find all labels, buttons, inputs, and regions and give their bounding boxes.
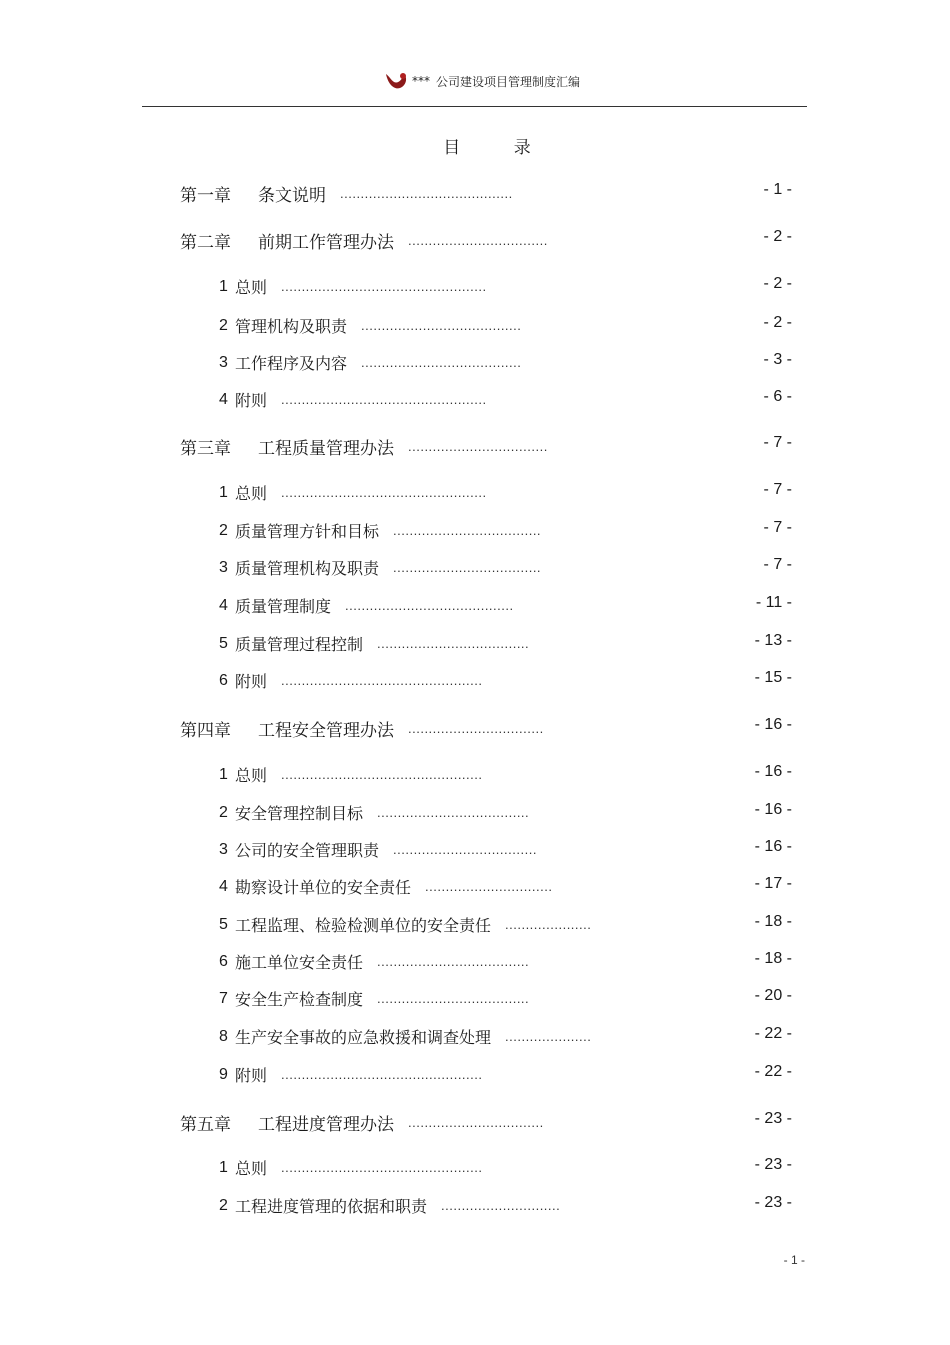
toc-entry-label: 质量管理制度 bbox=[235, 597, 332, 616]
toc-leader-dots: ................................................. bbox=[281, 1160, 483, 1175]
toc-section-entry[interactable] bbox=[219, 669, 483, 692]
toc-section-entry[interactable] bbox=[219, 1194, 560, 1217]
toc-entry-number: 1 bbox=[219, 1158, 228, 1176]
toc-entry-number: 第二章 bbox=[180, 233, 231, 253]
toc-leader-dots: ................................... bbox=[393, 842, 537, 857]
toc-entry-label: 工程安全管理办法 bbox=[258, 721, 394, 741]
toc-entry-number: 6 bbox=[219, 671, 228, 689]
toc-leader-dots: ..................... bbox=[505, 917, 592, 932]
toc-entry-label: 安全管理控制目标 bbox=[235, 804, 364, 823]
toc-entry-label: 附则 bbox=[235, 1066, 268, 1085]
toc-entry-label: 勘察设计单位的安全责任 bbox=[235, 878, 412, 897]
toc-entry-label: 总则 bbox=[235, 278, 268, 297]
toc-section-entry[interactable] bbox=[219, 801, 529, 824]
toc-page-number: - 2 - bbox=[763, 275, 792, 292]
toc-page-number: - 16 - bbox=[754, 838, 792, 855]
toc-section-entry[interactable] bbox=[219, 763, 483, 786]
toc-section-entry[interactable] bbox=[219, 1025, 591, 1048]
toc-chapter-entry[interactable] bbox=[180, 1110, 544, 1135]
toc-chapter-entry[interactable] bbox=[180, 228, 548, 253]
toc-entry-number: 2 bbox=[219, 803, 228, 821]
toc-section-entry[interactable] bbox=[219, 1156, 483, 1179]
toc-chapter-entry[interactable] bbox=[180, 181, 513, 206]
toc-leader-dots: ..................... bbox=[505, 1029, 592, 1044]
toc-page-number: - 3 - bbox=[763, 351, 792, 368]
toc-leader-dots: ..................................... bbox=[377, 991, 530, 1006]
toc-entry-label: 总则 bbox=[235, 766, 268, 785]
toc-entry-label: 施工单位安全责任 bbox=[235, 953, 364, 972]
toc-page-number: - 16 - bbox=[754, 716, 792, 733]
toc-entry-label: 工程质量管理办法 bbox=[258, 439, 394, 459]
toc-leader-dots: ............................... bbox=[425, 879, 553, 894]
toc-entry-label: 前期工作管理办法 bbox=[258, 233, 394, 253]
toc-entry-number: 2 bbox=[219, 316, 228, 334]
toc-entry-number: 2 bbox=[219, 521, 228, 539]
toc-entry-number: 3 bbox=[219, 353, 228, 371]
toc-leader-dots: .................................. bbox=[408, 233, 548, 248]
toc-entry-number: 第四章 bbox=[180, 721, 231, 741]
toc-entry-number: 第三章 bbox=[180, 439, 231, 459]
toc-entry-number: 3 bbox=[219, 558, 228, 576]
toc-leader-dots: .................................... bbox=[393, 523, 542, 538]
toc-section-entry[interactable] bbox=[219, 556, 541, 579]
toc-section-entry[interactable] bbox=[219, 275, 487, 298]
footer-page-number: - 1 - bbox=[783, 1253, 805, 1267]
toc-entry-label: 工程进度管理办法 bbox=[258, 1115, 394, 1135]
toc-entry-number: 第一章 bbox=[180, 186, 231, 206]
toc-entry-label: 工作程序及内容 bbox=[235, 354, 348, 373]
toc-page-number: - 23 - bbox=[754, 1110, 792, 1127]
toc-entry-number: 5 bbox=[219, 915, 228, 933]
toc-page-number: - 23 - bbox=[754, 1156, 792, 1173]
toc-page-number: - 13 - bbox=[754, 632, 792, 649]
toc-section-entry[interactable] bbox=[219, 632, 529, 655]
toc-entry-number: 第五章 bbox=[180, 1115, 231, 1135]
toc-section-entry[interactable] bbox=[219, 1063, 483, 1086]
toc-page-number: - 18 - bbox=[754, 913, 792, 930]
toc-page-number: - 15 - bbox=[754, 669, 792, 686]
toc-section-entry[interactable] bbox=[219, 913, 591, 936]
toc-entry-number: 6 bbox=[219, 952, 228, 970]
toc-entry-number: 9 bbox=[219, 1065, 228, 1083]
toc-section-entry[interactable] bbox=[219, 481, 487, 504]
toc-title: 目 录 bbox=[443, 138, 555, 158]
toc-entry-number: 5 bbox=[219, 634, 228, 652]
toc-leader-dots: ................................................. bbox=[281, 1067, 483, 1082]
toc-entry-number: 1 bbox=[219, 765, 228, 783]
toc-section-entry[interactable] bbox=[219, 388, 487, 411]
toc-page-number: - 7 - bbox=[763, 481, 792, 498]
toc-entry-label: 质量管理机构及职责 bbox=[235, 559, 380, 578]
toc-leader-dots: .......................................... bbox=[340, 186, 513, 201]
company-logo-icon bbox=[384, 70, 410, 92]
toc-entry-number: 1 bbox=[219, 483, 228, 501]
toc-page-number: - 22 - bbox=[754, 1063, 792, 1080]
toc-section-entry[interactable] bbox=[219, 838, 537, 861]
toc-section-entry[interactable] bbox=[219, 950, 529, 973]
toc-page-number: - 7 - bbox=[763, 519, 792, 536]
toc-leader-dots: .................................................. bbox=[281, 392, 487, 407]
toc-leader-dots: ..................................... bbox=[377, 954, 530, 969]
toc-page-number: - 23 - bbox=[754, 1194, 792, 1211]
toc-entry-number: 4 bbox=[219, 877, 228, 895]
toc-entry-label: 质量管理方针和目标 bbox=[235, 522, 380, 541]
toc-entry-label: 附则 bbox=[235, 672, 268, 691]
toc-section-entry[interactable] bbox=[219, 594, 514, 617]
toc-leader-dots: ....................................... bbox=[361, 355, 522, 370]
toc-section-entry[interactable] bbox=[219, 351, 521, 374]
toc-leader-dots: ................................. bbox=[408, 721, 544, 736]
toc-leader-dots: .................................. bbox=[408, 439, 548, 454]
toc-section-entry[interactable] bbox=[219, 987, 529, 1010]
toc-page-number: - 7 - bbox=[763, 434, 792, 451]
header-content bbox=[384, 70, 580, 92]
toc-chapter-entry[interactable] bbox=[180, 434, 548, 459]
toc-entry-label: 公司的安全管理职责 bbox=[235, 841, 380, 860]
toc-leader-dots: ................................................. bbox=[281, 767, 483, 782]
toc-entry-number: 3 bbox=[219, 840, 228, 858]
toc-entry-number: 7 bbox=[219, 989, 228, 1007]
toc-entry-label: 条文说明 bbox=[258, 186, 326, 206]
toc-page-number: - 20 - bbox=[754, 987, 792, 1004]
page-header bbox=[142, 68, 807, 107]
toc-leader-dots: ..................................... bbox=[377, 636, 530, 651]
toc-entry-label: 管理机构及职责 bbox=[235, 317, 348, 336]
toc-page-number: - 6 - bbox=[763, 388, 792, 405]
header-stars: *** bbox=[412, 74, 430, 88]
toc-page-number: - 16 - bbox=[754, 763, 792, 780]
toc-page-number: - 17 - bbox=[754, 875, 792, 892]
toc-entry-number: 8 bbox=[219, 1027, 228, 1045]
toc-page-number: - 1 - bbox=[763, 181, 792, 198]
toc-page-number: - 22 - bbox=[754, 1025, 792, 1042]
toc-page-number: - 18 - bbox=[754, 950, 792, 967]
toc-page-number: - 11 - bbox=[755, 594, 792, 611]
toc-entry-label: 附则 bbox=[235, 391, 268, 410]
toc-entry-number: 1 bbox=[219, 277, 228, 295]
toc-page-number: - 2 - bbox=[763, 314, 792, 331]
toc-section-entry[interactable] bbox=[219, 519, 541, 542]
toc-section-entry[interactable] bbox=[219, 875, 552, 898]
toc-entry-number: 4 bbox=[219, 596, 228, 614]
toc-page-number: - 16 - bbox=[754, 801, 792, 818]
toc-entry-number: 4 bbox=[219, 390, 228, 408]
toc-entry-number: 2 bbox=[219, 1196, 228, 1214]
toc-leader-dots: ................................................. bbox=[281, 673, 483, 688]
toc-leader-dots: ................................. bbox=[408, 1115, 544, 1130]
toc-entry-label: 总则 bbox=[235, 484, 268, 503]
toc-page-number: - 7 - bbox=[763, 556, 792, 573]
toc-leader-dots: .................................................. bbox=[281, 279, 487, 294]
toc-leader-dots: .................................... bbox=[393, 560, 542, 575]
toc-leader-dots: ............................. bbox=[441, 1198, 561, 1213]
toc-leader-dots: ..................................... bbox=[377, 805, 530, 820]
toc-entry-label: 质量管理过程控制 bbox=[235, 635, 364, 654]
toc-entry-label: 总则 bbox=[235, 1159, 268, 1178]
toc-section-entry[interactable] bbox=[219, 314, 521, 337]
toc-chapter-entry[interactable] bbox=[180, 716, 544, 741]
toc-leader-dots: ......................................... bbox=[345, 598, 514, 613]
toc-entry-label: 工程监理、检验检测单位的安全责任 bbox=[235, 916, 492, 935]
toc-entry-label: 安全生产检查制度 bbox=[235, 990, 364, 1009]
header-title: 公司建设项目管理制度汇编 bbox=[436, 74, 581, 89]
toc-leader-dots: ....................................... bbox=[361, 318, 522, 333]
toc-leader-dots: .................................................. bbox=[281, 485, 487, 500]
toc-entry-label: 生产安全事故的应急救援和调查处理 bbox=[235, 1028, 492, 1047]
toc-entry-label: 工程进度管理的依据和职责 bbox=[235, 1197, 428, 1216]
toc-page-number: - 2 - bbox=[763, 228, 792, 245]
